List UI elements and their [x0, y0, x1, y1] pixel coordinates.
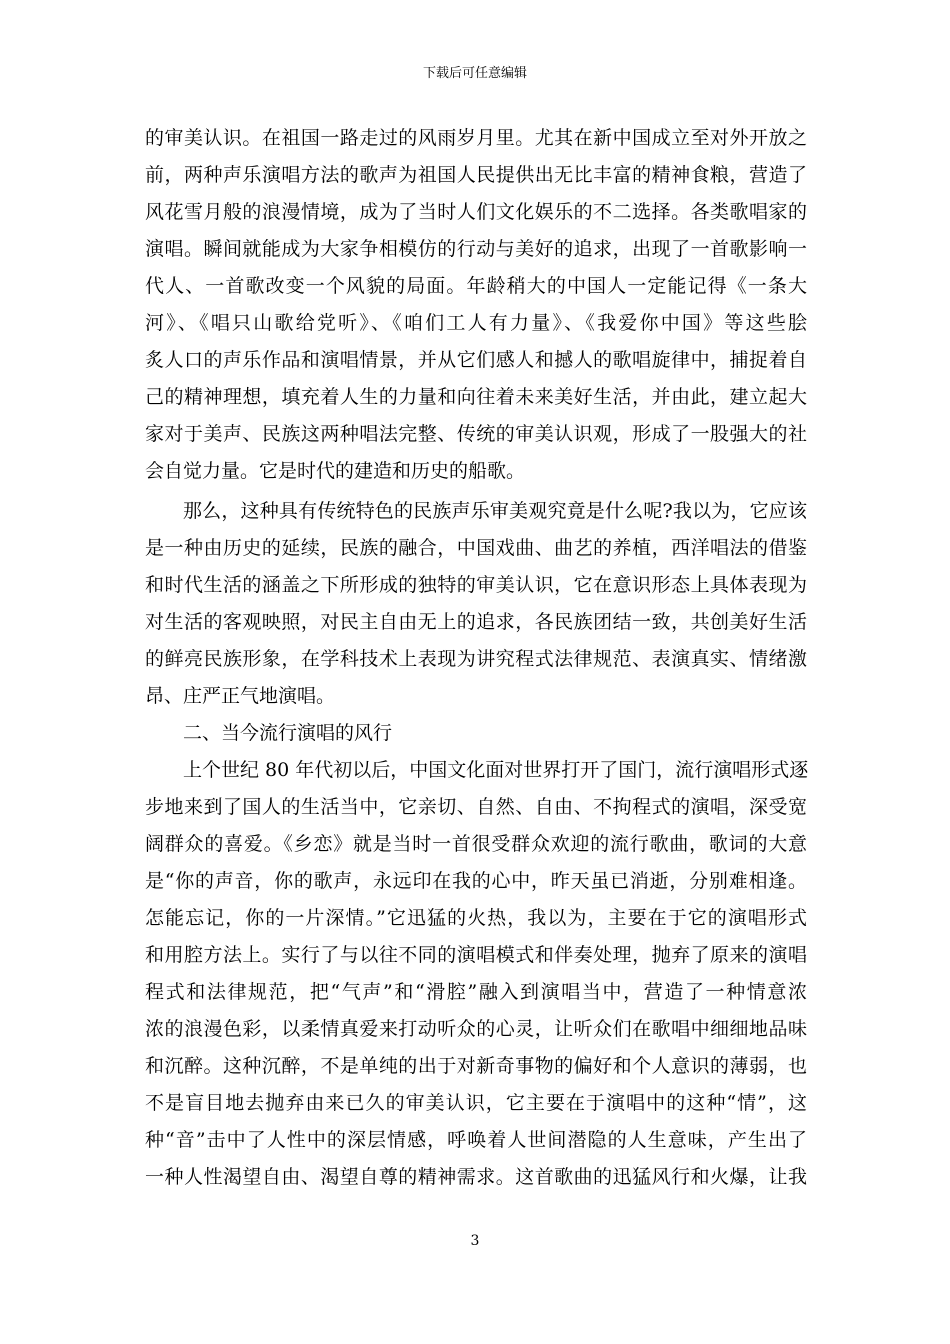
- text-line: 阔群众的喜爱。《乡恋》就是当时一首很受群众欢迎的流行歌曲，歌词的大意: [145, 833, 807, 855]
- text-line: 前，两种声乐演唱方法的歌声为祖国人民提供出无比丰富的精神食粮，营造了: [145, 164, 807, 186]
- text-line: 不是盲目地去抛弃由来已久的审美认识，它主要在于演唱中的这种“情”，这: [145, 1092, 807, 1114]
- text-line: 是“你的声音，你的歌声，永远印在我的心中，昨天虽已消逝，分别难相逢。: [145, 870, 807, 892]
- text-line: 对生活的客观映照，对民主自由无上的追求，各民族团结一致，共创美好生活: [145, 611, 807, 633]
- text-line: 种“音”击中了人性中的深层情感，呼唤着人世间潜隐的人生意味，产生出了: [145, 1129, 807, 1151]
- text-line: 一种人性渴望自由、渴望自尊的精神需求。这首歌曲的迅猛风行和火爆，让我: [145, 1166, 807, 1188]
- section-heading: [145, 715, 807, 752]
- text-line: 步地来到了国人的生活当中，它亲切、自然、自由、不拘程式的演唱，深受宽: [145, 796, 807, 818]
- text-line: 程式和法律规范，把“气声”和“滑腔”融入到演唱当中，营造了一种情意浓: [145, 981, 807, 1003]
- paragraph: [145, 752, 807, 1196]
- text-line: 和用腔方法上。实行了与以往不同的演唱模式和伴奏处理，抛弃了原来的演唱: [145, 944, 807, 966]
- text-line: 风花雪月般的浪漫情境，成为了当时人们文化娱乐的不二选择。各类歌唱家的: [145, 201, 807, 223]
- paragraph: [145, 120, 807, 490]
- text-line: 的审美认识。在祖国一路走过的风雨岁月里。尤其在新中国成立至对外开放之: [145, 127, 807, 149]
- text-line: 浓的浪漫色彩，以柔情真爱来打动听众的心灵，让听众们在歌唱中细细地品味: [145, 1018, 807, 1040]
- text-line: 代人、一首歌改变一个风貌的局面。年龄稍大的中国人一定能记得《一条大: [145, 275, 807, 297]
- text-line: 己的精神理想，填充着人生的力量和向往着未来美好生活，并由此，建立起大: [145, 386, 807, 408]
- text-line: 会自觉力量。它是时代的建造和历史的船歌。: [145, 460, 526, 482]
- text-line: 家对于美声、民族这两种唱法完整、传统的审美认识观，形成了一股强大的社: [145, 423, 807, 445]
- text-line: 和沉醉。这种沉醉，不是单纯的出于对新奇事物的偏好和个人意识的薄弱，也: [145, 1055, 807, 1077]
- text-line: 河》、《唱只山歌给党听》、《咱们工人有力量》、《我爱你中国》等这些脍: [145, 312, 807, 334]
- text-line: 炙人口的声乐作品和演唱情景，并从它们感人和撼人的歌唱旋律中，捕捉着自: [145, 349, 807, 371]
- text-line: 昂、庄严正气地演唱。: [145, 685, 336, 707]
- paragraph: [145, 493, 807, 715]
- text-line: 和时代生活的涵盖之下所形成的独特的审美认识，它在意识形态上具体表现为: [145, 574, 807, 596]
- text-line: 是一种由历史的延续，民族的融合，中国戏曲、曲艺的养植，西洋唱法的借鉴: [145, 537, 807, 559]
- text-line: 怎能忘记，你的一片深情。”它迅猛的火热，我以为，主要在于它的演唱形式: [145, 907, 807, 929]
- text-line: 那么，这种具有传统特色的民族声乐审美观究竟是什么呢?我以为，它应该: [183, 500, 807, 522]
- page-header: 下载后可任意编辑: [422, 66, 527, 81]
- document-body: [145, 120, 807, 1196]
- text-line: 上个世纪 80 年代初以后，中国文化面对世界打开了国门，流行演唱形式逐: [183, 759, 809, 781]
- text-line: 演唱。瞬间就能成为大家争相模仿的行动与美好的追求，出现了一首歌影响一: [145, 238, 807, 260]
- page-number: 3: [470, 1233, 480, 1249]
- text-line: 二、当今流行演唱的风行: [183, 722, 393, 744]
- text-line: 的鲜亮民族形象，在学科技术上表现为讲究程式法律规范、表演真实、情绪激: [145, 648, 807, 670]
